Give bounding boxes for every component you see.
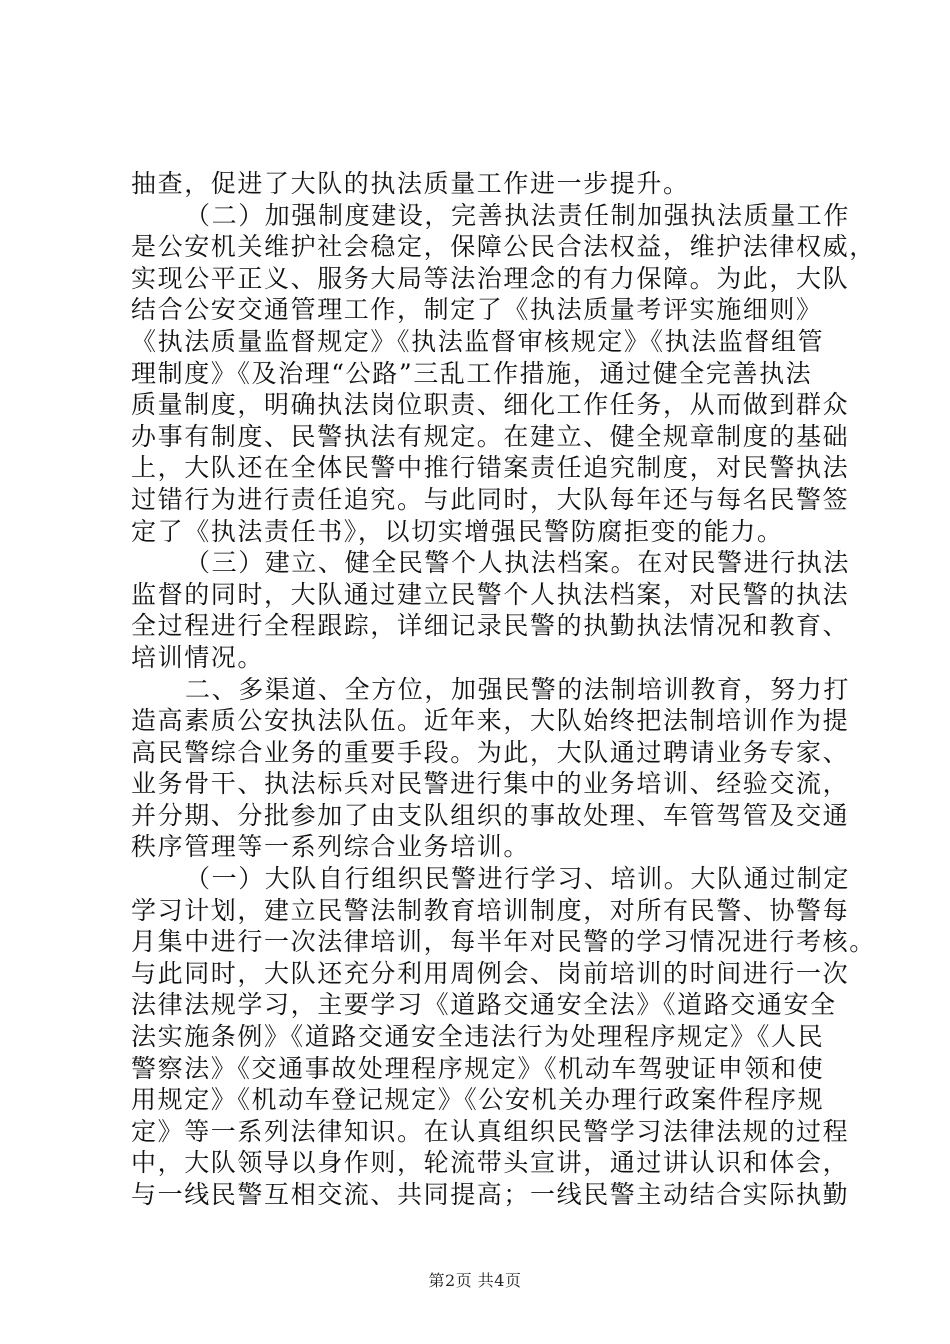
text-line: 月集中进行一次法律培训，每半年对民警的学习情况进行考核。 (131, 927, 876, 957)
text-line: 法律法规学习，主要学习《道路交通安全法》《道路交通安全 (131, 990, 837, 1020)
text-line: 法实施条例》《道路交通安全违法行为处理程序规定》《人民 (131, 1022, 825, 1052)
text-line: 办事有制度、民警执法有规定。在建立、健全规章制度的基础 (131, 421, 850, 451)
text-line: 中，大队领导以身作则，轮流带头宣讲，通过讲认识和体会， (131, 1148, 850, 1178)
text-line: 定》等一系列法律知识。在认真组织民警学习法律法规的过程 (131, 1116, 850, 1146)
text-line: 秩序管理等一系列综合业务培训。 (131, 832, 531, 862)
text-line: 并分期、分批参加了由支队组织的事故处理、车管驾管及交通 (131, 800, 850, 830)
text-line: 上，大队还在全体民警中推行错案责任追究制度，对民警执法 (131, 453, 850, 483)
page-footer: 第2页 共4页 (428, 1271, 522, 1290)
text-line: 结合公安交通管理工作，制定了《执法质量考评实施细则》 (131, 295, 823, 325)
text-line: 二、多渠道、全方位，加强民警的法制培训教育，努力打 (185, 674, 851, 704)
text-line: 高民警综合业务的重要手段。为此，大队通过聘请业务专家、 (131, 737, 850, 767)
text-line: （一）大队自行组织民警进行学习、培训。大队通过制定 (185, 864, 851, 894)
text-line: 实现公平正义、服务大局等法治理念的有力保障。为此，大队 (131, 263, 850, 293)
text-line: 学习计划，建立民警法制教育培训制度，对所有民警、协警每 (131, 895, 850, 925)
document-body (131, 168, 876, 1211)
text-line: 《执法质量监督规定》《执法监督审核规定》《执法监督组管 (131, 326, 825, 356)
text-line: 抽查，促进了大队的执法质量工作进一步提升。 (131, 169, 690, 198)
text-line: 警察法》《交通事故处理程序规定》《机动车驾驶证申领和使 (131, 1053, 825, 1083)
text-line: 用规定》《机动车登记规定》《公安机关办理行政案件程序规 (131, 1085, 825, 1115)
text-line: 全过程进行全程跟踪，详细记录民警的执勤执法情况和教育、 (131, 611, 850, 641)
text-line: 过错行为进行责任追究。与此同时，大队每年还与每名民警签 (131, 484, 850, 514)
text-line: 理制度》《及治理“公路”三乱工作措施，通过健全完善执法 (131, 358, 813, 388)
text-line: 监督的同时，大队通过建立民警个人执法档案，对民警的执法 (131, 579, 850, 609)
text-line: （三）建立、健全民警个人执法档案。在对民警进行执法 (185, 548, 851, 578)
text-line: 与此同时，大队还充分利用周例会、岗前培训的时间进行一次 (131, 958, 850, 988)
text-line: 培训情况。 (131, 642, 265, 672)
text-line: （二）加强制度建设，完善执法责任制加强执法质量工作 (185, 200, 851, 230)
text-line: 质量制度，明确执法岗位职责、细化工作任务，从而做到群众 (131, 390, 850, 420)
text-line: 业务骨干、执法标兵对民警进行集中的业务培训、经验交流， (131, 769, 850, 799)
text-line: 是公安机关维护社会稳定，保障公民合法权益，维护法律权威， (131, 232, 876, 262)
text-line: 定了《执法责任书》，以切实增强民警防腐拒变的能力。 (131, 516, 784, 546)
text-line: 与一线民警互相交流、共同提高；一线民警主动结合实际执勤 (131, 1180, 850, 1209)
text-line: 造高素质公安执法队伍。近年来，大队始终把法制培训作为提 (131, 706, 850, 736)
